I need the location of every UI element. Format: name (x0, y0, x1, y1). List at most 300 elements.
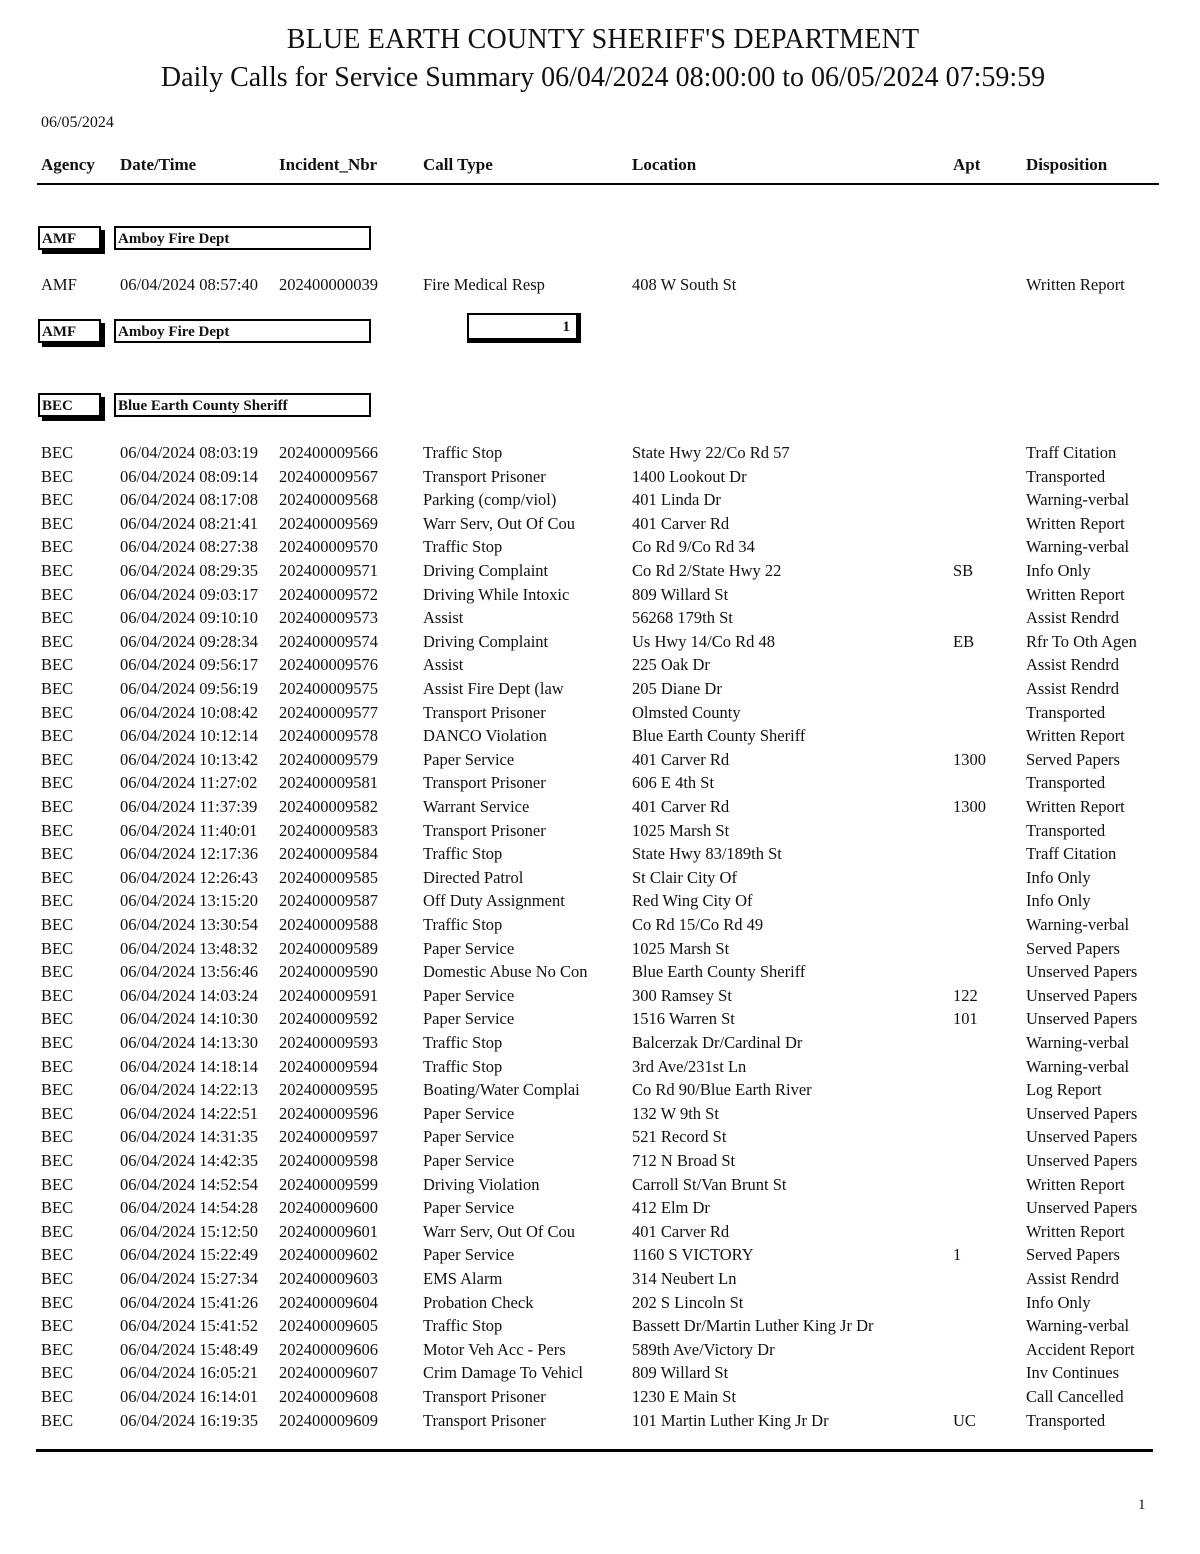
cell-location: 1400 Lookout Dr (632, 466, 747, 486)
col-call-type: Call Type (423, 155, 493, 174)
table-row (0, 654, 1200, 677)
cell-disposition: Unserved Papers (1026, 1009, 1138, 1029)
table-row (0, 536, 1200, 559)
cell-call-type: Transport Prisoner (423, 1410, 546, 1430)
cell-apt: 1300 (953, 797, 986, 816)
cell-incident: 202400009582 (279, 797, 378, 816)
cell-location: 712 N Broad St (632, 1151, 736, 1170)
cell-apt: UC (953, 1410, 976, 1430)
cell-location: 401 Carver Rd (632, 749, 730, 769)
cell-location: 412 Elm Dr (632, 1198, 710, 1218)
cell-datetime: 06/04/2024 15:41:26 (120, 1292, 258, 1312)
cell-call-type: Paper Service (423, 1151, 515, 1170)
cell-call-type: Transport Prisoner (423, 1387, 546, 1406)
cell-incident: 202400009605 (279, 1316, 378, 1336)
cell-datetime: 06/04/2024 12:17:36 (120, 844, 258, 864)
cell-agency: BEC (41, 820, 74, 840)
cell-disposition: Assist Rendrd (1026, 679, 1120, 698)
cell-call-type: Paper Service (423, 938, 515, 958)
cell-incident: 202400009576 (279, 655, 378, 675)
cell-agency: BEC (41, 891, 74, 911)
cell-datetime: 06/04/2024 16:05:21 (120, 1363, 258, 1383)
cell-disposition: Assist Rendrd (1026, 1269, 1120, 1288)
cell-disposition: Warning-verbal (1026, 537, 1130, 557)
cell-call-type: Traffic Stop (423, 844, 503, 864)
cell-agency: BEC (41, 1056, 74, 1076)
cell-agency: BEC (41, 1292, 74, 1312)
agency-code-box: AMF (38, 226, 101, 250)
cell-location: Co Rd 2/State Hwy 22 (632, 561, 782, 580)
cell-agency: BEC (41, 915, 74, 934)
cell-call-type: Warr Serv, Out Of Cou (423, 1221, 576, 1241)
cell-incident: 202400009567 (279, 466, 378, 486)
table-row (0, 1315, 1200, 1338)
cell-call-type: Transport Prisoner (423, 466, 546, 486)
table-row (0, 584, 1200, 607)
cell-incident: 202400009584 (279, 844, 378, 864)
cell-call-type: Warr Serv, Out Of Cou (423, 513, 576, 533)
cell-incident: 202400009590 (279, 962, 378, 982)
cell-datetime: 06/04/2024 11:40:01 (120, 820, 258, 840)
cell-location: 401 Carver Rd (632, 513, 730, 533)
cell-datetime: 06/04/2024 15:41:52 (120, 1316, 258, 1336)
cell-agency: BEC (41, 749, 74, 769)
cell-call-type: Paper Service (423, 1009, 515, 1029)
cell-disposition: Assist Rendrd (1026, 655, 1120, 675)
cell-agency: BEC (41, 1127, 74, 1147)
report-subtitle: Daily Calls for Service Summary 06/04/2024 08:00:00 to 06/05/2024 07:59:59 (160, 62, 1046, 93)
cell-location: 401 Carver Rd (632, 797, 730, 816)
cell-location: Co Rd 15/Co Rd 49 (632, 915, 764, 934)
cell-location: Co Rd 90/Blue Earth River (632, 1080, 812, 1100)
table-row (0, 1032, 1200, 1055)
table-row (0, 820, 1200, 843)
cell-datetime: 06/04/2024 13:56:46 (120, 962, 258, 982)
cell-incident: 202400009568 (279, 490, 378, 510)
cell-disposition: Written Report (1026, 275, 1125, 294)
cell-agency: BEC (41, 466, 74, 486)
cell-incident: 202400009601 (279, 1221, 378, 1241)
cell-datetime: 06/04/2024 14:31:35 (120, 1127, 258, 1147)
footer-divider (36, 1449, 1153, 1452)
cell-apt: SB (953, 561, 974, 580)
cell-incident: 202400009595 (279, 1080, 378, 1100)
cell-location: Us Hwy 14/Co Rd 48 (632, 631, 776, 651)
cell-disposition: Traff Citation (1026, 844, 1117, 864)
col-agency: Agency (41, 155, 95, 174)
cell-location: 1025 Marsh St (632, 938, 730, 958)
cell-incident: 202400009594 (279, 1056, 378, 1076)
cell-incident: 202400009571 (279, 561, 378, 580)
cell-call-type: Domestic Abuse No Con (423, 962, 588, 982)
cell-apt: 122 (953, 985, 978, 1005)
cell-incident: 202400009591 (279, 985, 378, 1005)
table-row (0, 749, 1200, 772)
cell-call-type: EMS Alarm (423, 1269, 503, 1288)
cell-location: 401 Carver Rd (632, 1221, 730, 1241)
cell-call-type: Transport Prisoner (423, 820, 546, 840)
cell-datetime: 06/04/2024 13:30:54 (120, 915, 258, 934)
cell-disposition: Transported (1026, 1410, 1106, 1430)
cell-disposition: Written Report (1026, 1221, 1125, 1241)
cell-location: 809 Willard St (632, 584, 729, 604)
cell-disposition: Assist Rendrd (1026, 608, 1120, 628)
cell-incident: 202400009569 (279, 513, 378, 533)
cell-datetime: 06/04/2024 10:08:42 (120, 702, 258, 722)
cell-datetime: 06/04/2024 12:26:43 (120, 867, 258, 887)
cell-call-type: Paper Service (423, 749, 515, 769)
cell-call-type: Crim Damage To Vehicl (423, 1363, 583, 1383)
cell-datetime: 06/04/2024 09:28:34 (120, 631, 258, 651)
cell-incident: 202400000039 (279, 275, 378, 294)
agency-name-box: Blue Earth County Sheriff (114, 393, 371, 417)
cell-call-type: Paper Service (423, 985, 515, 1005)
agency-code-box: BEC (38, 393, 101, 417)
table-row (0, 560, 1200, 583)
cell-incident: 202400009579 (279, 749, 378, 769)
cell-apt: 1300 (953, 749, 986, 769)
cell-disposition: Warning-verbal (1026, 1316, 1130, 1336)
cell-agency: BEC (41, 655, 74, 675)
cell-agency: BEC (41, 1316, 74, 1336)
cell-disposition: Warning-verbal (1026, 490, 1130, 510)
cell-agency: BEC (41, 962, 74, 982)
cell-disposition: Warning-verbal (1026, 1056, 1130, 1076)
cell-incident: 202400009606 (279, 1339, 378, 1359)
table-row (0, 1056, 1200, 1079)
cell-disposition: Written Report (1026, 797, 1125, 816)
cell-location: Balcerzak Dr/Cardinal Dr (632, 1033, 803, 1052)
cell-location: 205 Diane Dr (632, 679, 722, 698)
table-row (0, 607, 1200, 630)
table-row (0, 1339, 1200, 1362)
cell-call-type: Paper Service (423, 1198, 515, 1218)
cell-call-type: Assist (423, 608, 464, 628)
cell-location: 300 Ramsey St (632, 985, 732, 1005)
cell-agency: BEC (41, 584, 74, 604)
cell-incident: 202400009575 (279, 679, 378, 698)
cell-call-type: Paper Service (423, 1245, 515, 1265)
table-row (0, 1221, 1200, 1244)
cell-disposition: Info Only (1026, 891, 1091, 911)
cell-incident: 202400009602 (279, 1245, 378, 1265)
group-total-count: 1 (467, 313, 581, 343)
cell-location: 809 Willard St (632, 1363, 729, 1383)
cell-agency: BEC (41, 490, 74, 510)
cell-incident: 202400009570 (279, 537, 378, 557)
cell-incident: 202400009604 (279, 1292, 378, 1312)
cell-datetime: 06/04/2024 13:15:20 (120, 891, 258, 911)
cell-datetime: 06/04/2024 14:18:14 (120, 1056, 258, 1076)
cell-agency: BEC (41, 608, 74, 628)
cell-call-type: Warrant Service (423, 797, 530, 816)
cell-disposition: Transported (1026, 820, 1106, 840)
table-row (0, 867, 1200, 890)
cell-disposition: Written Report (1026, 726, 1125, 746)
cell-incident: 202400009593 (279, 1033, 378, 1052)
col-incident: Incident_Nbr (279, 155, 378, 174)
cell-agency: BEC (41, 1033, 74, 1052)
cell-agency: BEC (41, 443, 74, 462)
cell-datetime: 06/04/2024 08:57:40 (120, 275, 258, 294)
cell-disposition: Unserved Papers (1026, 1151, 1138, 1170)
cell-agency: BEC (41, 1221, 74, 1241)
cell-agency: BEC (41, 1363, 74, 1383)
cell-agency: BEC (41, 1103, 74, 1123)
cell-disposition: Call Cancelled (1026, 1387, 1124, 1406)
cell-agency: BEC (41, 797, 74, 816)
cell-location: 1025 Marsh St (632, 820, 730, 840)
cell-datetime: 06/04/2024 15:12:50 (120, 1221, 258, 1241)
cell-call-type: Traffic Stop (423, 443, 503, 462)
cell-agency: BEC (41, 1174, 74, 1194)
cell-call-type: Probation Check (423, 1292, 534, 1312)
cell-location: 1230 E Main St (632, 1387, 737, 1406)
cell-incident: 202400009585 (279, 867, 378, 887)
cell-datetime: 06/04/2024 10:13:42 (120, 749, 258, 769)
cell-datetime: 06/04/2024 09:56:19 (120, 679, 258, 698)
cell-disposition: Info Only (1026, 1292, 1091, 1312)
agency-code-box-footer: AMF (38, 319, 101, 343)
cell-datetime: 06/04/2024 08:17:08 (120, 490, 258, 510)
cell-disposition: Transported (1026, 773, 1106, 793)
cell-location: 606 E 4th St (632, 773, 715, 793)
table-row (0, 961, 1200, 984)
cell-call-type: Traffic Stop (423, 1033, 503, 1052)
cell-disposition: Transported (1026, 702, 1106, 722)
cell-incident: 202400009603 (279, 1269, 378, 1288)
table-row (0, 1292, 1200, 1315)
cell-datetime: 06/04/2024 15:27:34 (120, 1269, 258, 1288)
cell-call-type: Driving While Intoxic (423, 584, 570, 604)
cell-call-type: Driving Complaint (423, 561, 549, 580)
cell-call-type: Traffic Stop (423, 1056, 503, 1076)
table-row (0, 890, 1200, 913)
cell-call-type: Assist Fire Dept (law (423, 679, 564, 698)
cell-call-type: Motor Veh Acc - Pers (423, 1339, 566, 1359)
cell-call-type: Off Duty Assignment (423, 891, 565, 911)
cell-datetime: 06/04/2024 14:52:54 (120, 1174, 258, 1194)
cell-location: 521 Record St (632, 1127, 727, 1147)
cell-agency: BEC (41, 631, 74, 651)
cell-location: 225 Oak Dr (632, 655, 710, 675)
table-row (0, 1126, 1200, 1149)
cell-agency: BEC (41, 1198, 74, 1218)
cell-incident: 202400009592 (279, 1009, 378, 1029)
cell-call-type: Directed Patrol (423, 867, 524, 887)
cell-datetime: 06/04/2024 14:42:35 (120, 1151, 258, 1170)
cell-disposition: Served Papers (1026, 749, 1120, 769)
cell-disposition: Unserved Papers (1026, 1103, 1138, 1123)
cell-incident: 202400009607 (279, 1363, 378, 1383)
cell-disposition: Unserved Papers (1026, 985, 1138, 1005)
cell-disposition: Written Report (1026, 513, 1125, 533)
cell-disposition: Accident Report (1026, 1339, 1135, 1359)
cell-agency: BEC (41, 702, 74, 722)
cell-location: 3rd Ave/231st Ln (632, 1056, 747, 1076)
cell-location: 1160 S VICTORY (632, 1245, 754, 1265)
table-row (0, 442, 1200, 465)
table-row (0, 772, 1200, 795)
cell-datetime: 06/04/2024 09:10:10 (120, 608, 258, 628)
cell-disposition: Transported (1026, 466, 1106, 486)
cell-agency: BEC (41, 1269, 74, 1288)
cell-datetime: 06/04/2024 14:10:30 (120, 1009, 258, 1029)
column-header-row (0, 155, 1200, 177)
cell-disposition: Written Report (1026, 1174, 1125, 1194)
cell-apt: 1 (953, 1245, 962, 1265)
cell-call-type: Paper Service (423, 1127, 515, 1147)
cell-call-type: Assist (423, 655, 464, 675)
cell-call-type: Transport Prisoner (423, 702, 546, 722)
cell-disposition: Log Report (1026, 1080, 1102, 1100)
cell-disposition: Unserved Papers (1026, 1198, 1138, 1218)
table-row (0, 938, 1200, 961)
cell-agency: BEC (41, 844, 74, 864)
cell-location: Olmsted County (632, 702, 741, 722)
cell-disposition: Written Report (1026, 584, 1125, 604)
cell-disposition: Warning-verbal (1026, 1033, 1130, 1052)
cell-agency: BEC (41, 773, 74, 793)
table-row (0, 702, 1200, 725)
cell-location: 1516 Warren St (632, 1009, 735, 1029)
table-row (0, 725, 1200, 748)
cell-incident: 202400009599 (279, 1174, 378, 1194)
cell-location: 314 Neubert Ln (632, 1269, 737, 1288)
cell-disposition: Inv Continues (1026, 1363, 1120, 1383)
cell-incident: 202400009566 (279, 443, 378, 462)
table-row (0, 631, 1200, 654)
cell-datetime: 06/04/2024 15:48:49 (120, 1339, 258, 1359)
cell-datetime: 06/04/2024 11:27:02 (120, 773, 258, 793)
cell-agency: BEC (41, 985, 74, 1005)
cell-disposition: Warning-verbal (1026, 915, 1130, 934)
cell-datetime: 06/04/2024 08:03:19 (120, 443, 258, 462)
cell-location: Bassett Dr/Martin Luther King Jr Dr (632, 1316, 874, 1336)
table-row (0, 1174, 1200, 1197)
cell-apt: EB (953, 631, 975, 651)
cell-agency: BEC (41, 938, 74, 958)
table-row (0, 1362, 1200, 1385)
cell-incident: 202400009587 (279, 891, 378, 911)
cell-agency: BEC (41, 1410, 74, 1430)
cell-location: 101 Martin Luther King Jr Dr (632, 1410, 829, 1430)
table-row (0, 513, 1200, 536)
cell-incident: 202400009578 (279, 726, 378, 746)
table-row (0, 1150, 1200, 1173)
cell-agency: BEC (41, 867, 74, 887)
cell-incident: 202400009596 (279, 1103, 378, 1123)
cell-datetime: 06/04/2024 15:22:49 (120, 1245, 258, 1265)
cell-incident: 202400009609 (279, 1410, 378, 1430)
table-row (0, 1410, 1200, 1433)
cell-agency: BEC (41, 537, 74, 557)
cell-agency: BEC (41, 1339, 74, 1359)
cell-location: State Hwy 22/Co Rd 57 (632, 443, 790, 462)
cell-call-type: Traffic Stop (423, 537, 503, 557)
cell-datetime: 06/04/2024 16:19:35 (120, 1410, 258, 1430)
cell-incident: 202400009598 (279, 1151, 378, 1170)
cell-incident: 202400009600 (279, 1198, 378, 1218)
cell-incident: 202400009608 (279, 1387, 378, 1406)
cell-agency: BEC (41, 1245, 74, 1265)
cell-location: State Hwy 83/189th St (632, 844, 782, 864)
cell-agency: BEC (41, 1009, 74, 1029)
cell-call-type: Fire Medical Resp (423, 275, 545, 294)
cell-datetime: 06/04/2024 14:54:28 (120, 1198, 258, 1218)
cell-incident: 202400009572 (279, 584, 378, 604)
cell-datetime: 06/04/2024 08:29:35 (120, 561, 258, 580)
cell-location: Blue Earth County Sheriff (632, 962, 806, 982)
run-date: 06/05/2024 (41, 114, 114, 131)
cell-incident: 202400009581 (279, 773, 378, 793)
cell-location: 401 Linda Dr (632, 490, 721, 510)
cell-location: 589th Ave/Victory Dr (632, 1339, 775, 1359)
cell-disposition: Info Only (1026, 561, 1091, 580)
col-apt: Apt (953, 155, 981, 174)
cell-apt: 101 (953, 1009, 978, 1029)
cell-disposition: Traff Citation (1026, 443, 1117, 462)
cell-location: 202 S Lincoln St (632, 1292, 744, 1312)
table-row (0, 796, 1200, 819)
cell-datetime: 06/04/2024 08:21:41 (120, 513, 258, 533)
cell-agency: BEC (41, 679, 74, 698)
cell-location: Blue Earth County Sheriff (632, 726, 806, 746)
table-row (0, 678, 1200, 701)
cell-agency: BEC (41, 1387, 74, 1406)
cell-location: St Clair City Of (632, 867, 737, 887)
agency-name-box-footer: Amboy Fire Dept (114, 319, 371, 343)
col-disposition: Disposition (1026, 155, 1108, 174)
cell-location: Co Rd 9/Co Rd 34 (632, 537, 755, 557)
cell-disposition: Rfr To Oth Agen (1026, 631, 1137, 651)
cell-datetime: 06/04/2024 14:13:30 (120, 1033, 258, 1052)
page-number: 1 (1138, 1497, 1146, 1513)
cell-datetime: 06/04/2024 16:14:01 (120, 1387, 258, 1406)
header-divider (37, 183, 1159, 185)
cell-incident: 202400009574 (279, 631, 378, 651)
cell-call-type: Parking (comp/viol) (423, 490, 557, 510)
cell-datetime: 06/04/2024 14:22:51 (120, 1103, 258, 1123)
cell-incident: 202400009597 (279, 1127, 378, 1147)
cell-location: 408 W South St (632, 275, 737, 294)
table-row (0, 274, 1200, 297)
cell-disposition: Served Papers (1026, 1245, 1120, 1265)
cell-agency: BEC (41, 1151, 74, 1170)
report-title: BLUE EARTH COUNTY SHERIFF'S DEPARTMENT (286, 24, 920, 55)
cell-datetime: 06/04/2024 14:22:13 (120, 1080, 258, 1100)
cell-disposition: Unserved Papers (1026, 1127, 1138, 1147)
cell-datetime: 06/04/2024 14:03:24 (120, 985, 258, 1005)
cell-agency: BEC (41, 513, 74, 533)
table-row (0, 914, 1200, 937)
cell-datetime: 06/04/2024 09:03:17 (120, 584, 258, 604)
table-row (0, 1386, 1200, 1409)
cell-disposition: Served Papers (1026, 938, 1120, 958)
cell-datetime: 06/04/2024 08:27:38 (120, 537, 258, 557)
cell-call-type: DANCO Violation (423, 726, 547, 746)
cell-incident: 202400009583 (279, 820, 378, 840)
cell-agency: BEC (41, 726, 74, 746)
col-location: Location (632, 155, 697, 174)
table-row (0, 1079, 1200, 1102)
table-row (0, 1268, 1200, 1291)
cell-call-type: Driving Complaint (423, 631, 549, 651)
cell-location: Red Wing City Of (632, 891, 753, 911)
cell-incident: 202400009588 (279, 915, 378, 934)
table-row (0, 985, 1200, 1008)
cell-call-type: Traffic Stop (423, 1316, 503, 1336)
